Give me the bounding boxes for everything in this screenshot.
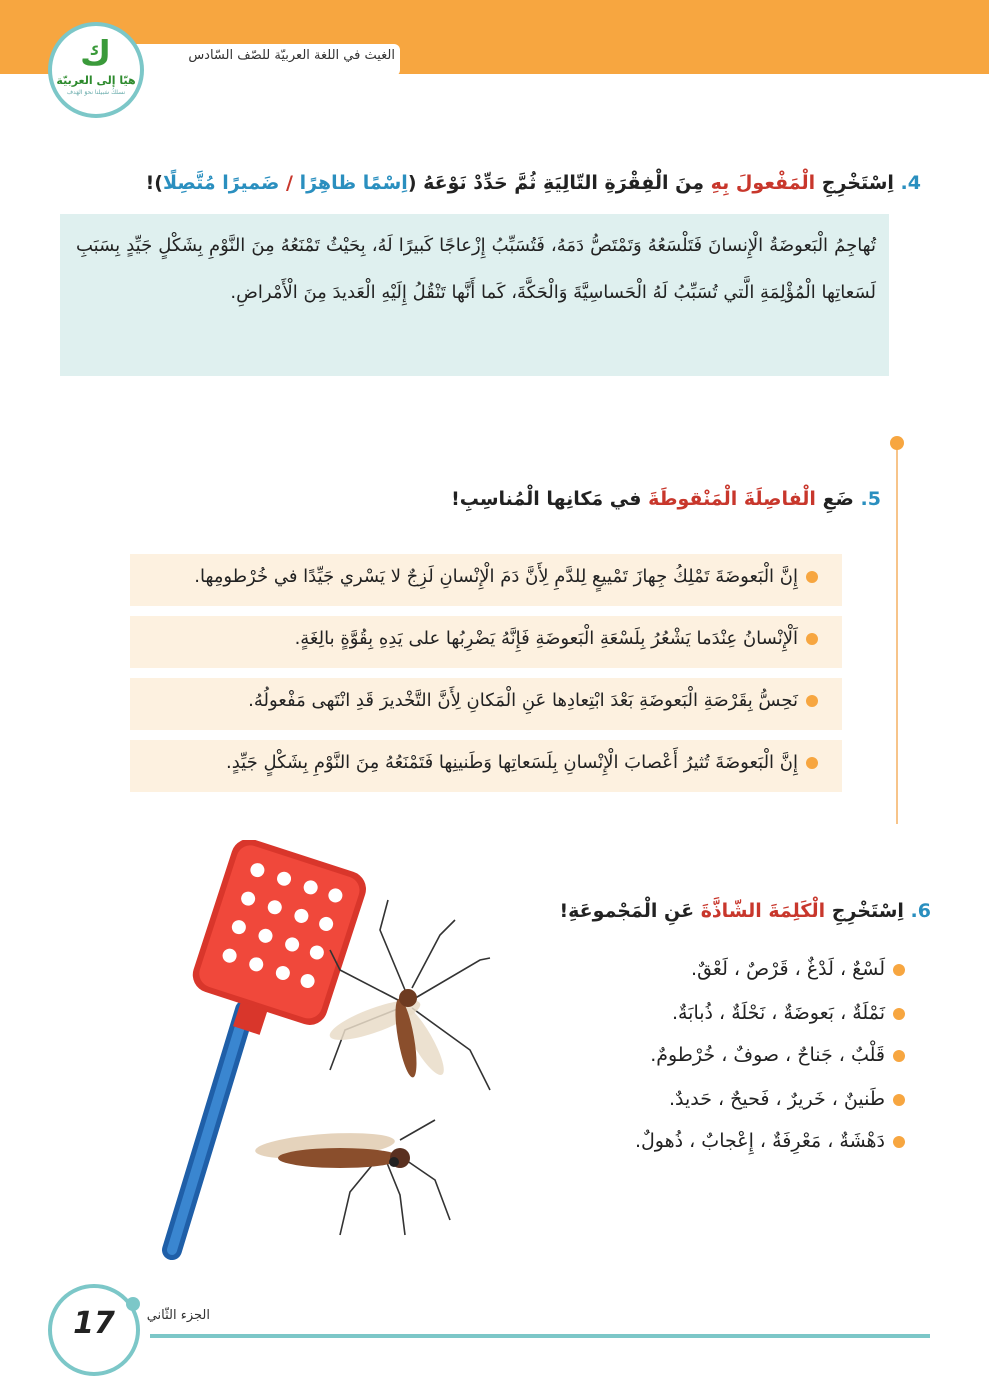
- bullet-icon: [893, 1050, 905, 1062]
- question-number: 6.: [910, 900, 931, 922]
- question-number: 5.: [860, 488, 881, 510]
- question-text: في مَكانِها الْمُناسِبِ!: [451, 488, 642, 510]
- sentence-text: نَحِسُّ بِقَرْصَةِ الْبَعوضَةِ بَعْدَ ابْتِعادِها عَنِ الْمَكانِ لِأَنَّ التَّخْديرَ قَدِ انْتَهى مَفْعولُهُ.: [248, 690, 798, 711]
- question-number: 4.: [900, 172, 921, 194]
- decorative-dot: [126, 1297, 140, 1311]
- decorative-line: [896, 444, 898, 824]
- logo-name: هيّا إلى العربيّة: [56, 74, 136, 87]
- word-group: [650, 1044, 905, 1066]
- sentence-item: [130, 616, 842, 668]
- part-label: الجزء الثّاني: [146, 1308, 210, 1323]
- page-number: 17: [73, 1306, 115, 1341]
- sentence-text: اَلْإِنْسانُ عِنْدَما يَشْعُرُ بِلَسْعَةِ الْبَعوضَةِ فَإِنَّهُ يَضْرِبُها على يَدِهِ بِقُوَّةٍ بالِغَةٍ.: [294, 628, 798, 649]
- sentence-text: إِنَّ الْبَعوضَةَ تُثيرُ أَعْصابَ الْإِنْسانِ بِلَسَعاتِها وَطَنينِها فَتَمْنَعُهُ مِنَ النَّوْمِ بِشَكْلٍ جَيِّدٍ.: [226, 752, 798, 773]
- bullet-icon: [806, 633, 818, 645]
- word-group: [635, 1130, 905, 1152]
- question-5-title: [451, 488, 881, 510]
- bullet-icon: [893, 964, 905, 976]
- word-group-text: طَنينٌ ، خَريرٌ ، فَحيحٌ ، حَديدٌ.: [668, 1088, 885, 1110]
- bullet-icon: [893, 1094, 905, 1106]
- question-highlight: الْكَلِمَةَ الشّاذَّةَ: [700, 900, 826, 922]
- option-attached-pronoun: ضَميرًا مُتَّصِلًا: [162, 172, 280, 194]
- page-number-badge: [48, 1284, 140, 1376]
- question-text: عَنِ الْمَجْموعَةِ!: [559, 900, 695, 922]
- logo-icon: ك: [80, 34, 112, 74]
- option-separator: /: [279, 172, 300, 194]
- question-6-title: [559, 900, 931, 922]
- option-explicit-noun: اِسْمًا ظاهِرًا: [299, 172, 408, 194]
- question-text: مِنَ الْفِقْرَةِ التّالِيَةِ ثُمَّ حَدِّدْ نَوْعَهُ (: [407, 172, 705, 194]
- fly-swatter-icon: [172, 840, 371, 1250]
- bullet-icon: [806, 757, 818, 769]
- question-text: اِسْتَخْرِجِ: [821, 172, 894, 194]
- swatter-mosquito-illustration: [150, 840, 510, 1260]
- word-group-text: دَهْشَةٌ ، مَعْرِفَةٌ ، إِعْجابٌ ، ذُهولٌ.: [634, 1130, 885, 1152]
- sentence-item: [130, 678, 842, 730]
- logo-tagline: نسلكُ سَبيلنا نحوَ الهَدف: [66, 89, 126, 96]
- question-text-end: )!: [145, 172, 163, 194]
- bullet-icon: [806, 695, 818, 707]
- bullet-icon: [806, 571, 818, 583]
- mosquito-icon: [254, 1120, 450, 1235]
- sentence-item: [130, 554, 842, 606]
- logo: [48, 22, 144, 118]
- word-group: [691, 958, 905, 980]
- question-highlight: الْفاصِلَةَ الْمَنْقوطَةَ: [648, 488, 816, 510]
- word-group: [672, 1002, 905, 1024]
- question-text: اِسْتَخْرِجِ: [831, 900, 904, 922]
- question-highlight: الْمَفْعولَ بِهِ: [710, 172, 816, 194]
- paragraph-text: تُهاجِمُ الْبَعوضَةُ الْإِنسانَ فَتَلْسَعُهُ وَتَمْتَصُّ دَمَهُ، فَتُسَبِّبُ إِزْعاجًا كَبيرًا لَهُ، بِحَيْثُ تَمْنَعُهُ مِنَ النَّوْمِ بِشَكْلٍ جَيِّدٍ بِسَبَبِ لَسَعاتِها الْمُؤْلِمَةِ الَّتي تُسَبِّبُ لَهُ الْحَساسِيَّةَ وَالْحَكَّةَ، كَما أَنَّها تَنْقُلُ إِلَيْهِ الْعَديدَ مِنَ الْأَمْراضِ.: [76, 235, 876, 303]
- word-group-text: قَلْبٌ ، جَناحٌ ، صوفٌ ، خُرْطومٌ.: [650, 1044, 885, 1066]
- bullet-icon: [893, 1136, 905, 1148]
- question-text: ضَعِ: [822, 488, 854, 510]
- word-group-text: نَمْلَةٌ ، بَعوضَةٌ ، نَحْلَةٌ ، ذُبابَةٌ.: [671, 1002, 885, 1024]
- sentence-item: [130, 740, 842, 792]
- word-group: [669, 1088, 905, 1110]
- book-title: الغيث في اللغة العربيّة للصّف السّادس: [188, 48, 395, 63]
- footer-line: [150, 1334, 930, 1338]
- word-group-text: لَسْعٌ ، لَدْغٌ ، قَرْصٌ ، لَعْقٌ.: [691, 958, 885, 980]
- decorative-dot: [890, 436, 904, 450]
- bullet-icon: [893, 1008, 905, 1020]
- sentence-text: إِنَّ الْبَعوضَةَ تَمْلِكُ جِهازَ تَمْييعٍ لِلدَّمِ لِأَنَّ دَمَ الْإِنْسانِ لَزِجٌ لا يَسْري جَيِّدًا في خُرْطومِها.: [194, 566, 798, 587]
- question-4-title: [146, 172, 921, 194]
